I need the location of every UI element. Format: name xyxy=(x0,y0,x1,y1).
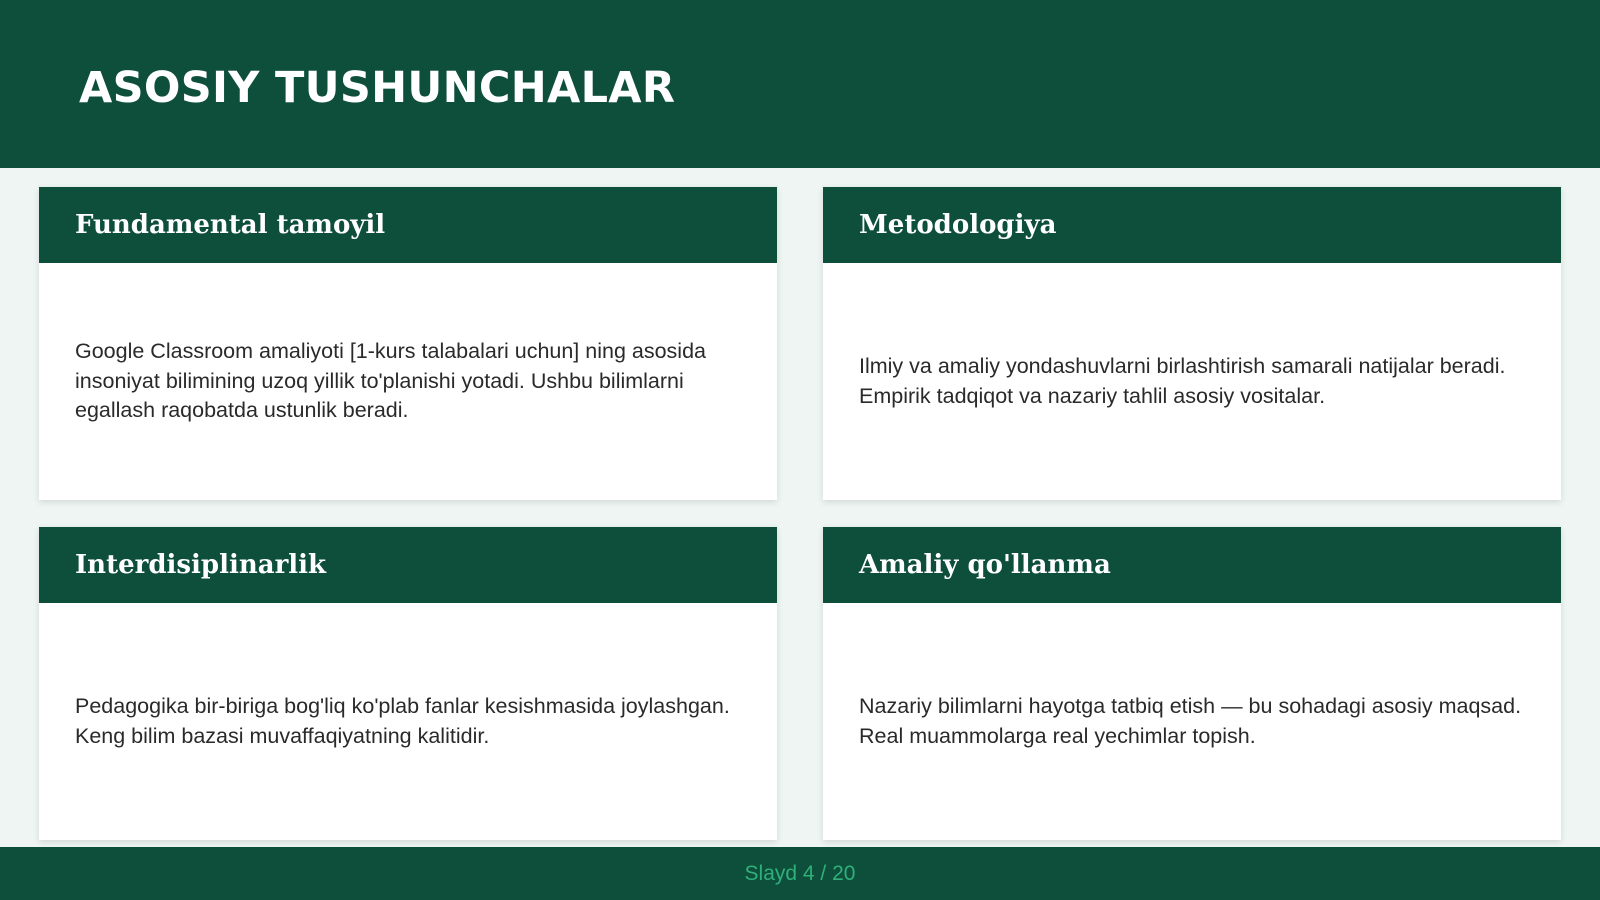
card-text: Google Classroom amaliyoti [1-kurs talabalari uchun] ning asosida insoniyat bilimining uzoq yillik to'planishi yotadi. Ushbu bilimlarni egallash raqobatda ustunlik beradi. xyxy=(75,339,706,423)
slide-footer xyxy=(0,847,1600,900)
slide-counter: Slayd 4 / 20 xyxy=(744,861,856,885)
card-header xyxy=(39,187,777,263)
concept-card-methodology xyxy=(823,187,1561,500)
card-body xyxy=(39,263,777,500)
card-title: Metodologiya xyxy=(859,210,1057,240)
card-body xyxy=(823,603,1561,840)
card-text: Pedagogika bir-biriga bog'liq ko'plab fanlar kesishmasida joylashgan. Keng bilim bazasi muvaffaqiyatning kalitidir. xyxy=(75,694,730,748)
card-title: Interdisiplinarlik xyxy=(75,550,327,580)
concept-card-fundamental xyxy=(39,187,777,500)
card-title: Amaliy qo'llanma xyxy=(859,550,1111,580)
slide-header xyxy=(0,0,1600,168)
card-header xyxy=(823,527,1561,603)
page-title: ASOSIY TUSHUNCHALAR xyxy=(79,63,676,113)
card-title: Fundamental tamoyil xyxy=(75,210,386,240)
card-body xyxy=(39,603,777,840)
concept-card-practical xyxy=(823,527,1561,840)
card-text: Ilmiy va amaliy yondashuvlarni birlashtirish samarali natijalar beradi. Empirik tadqiqot va nazariy tahlil asosiy vositalar. xyxy=(859,354,1506,408)
card-body xyxy=(823,263,1561,500)
card-header xyxy=(823,187,1561,263)
card-text: Nazariy bilimlarni hayotga tatbiq etish — bu sohadagi asosiy maqsad. Real muammolarga real yechimlar topish. xyxy=(859,694,1522,748)
card-header xyxy=(39,527,777,603)
concept-card-interdisciplinary xyxy=(39,527,777,840)
